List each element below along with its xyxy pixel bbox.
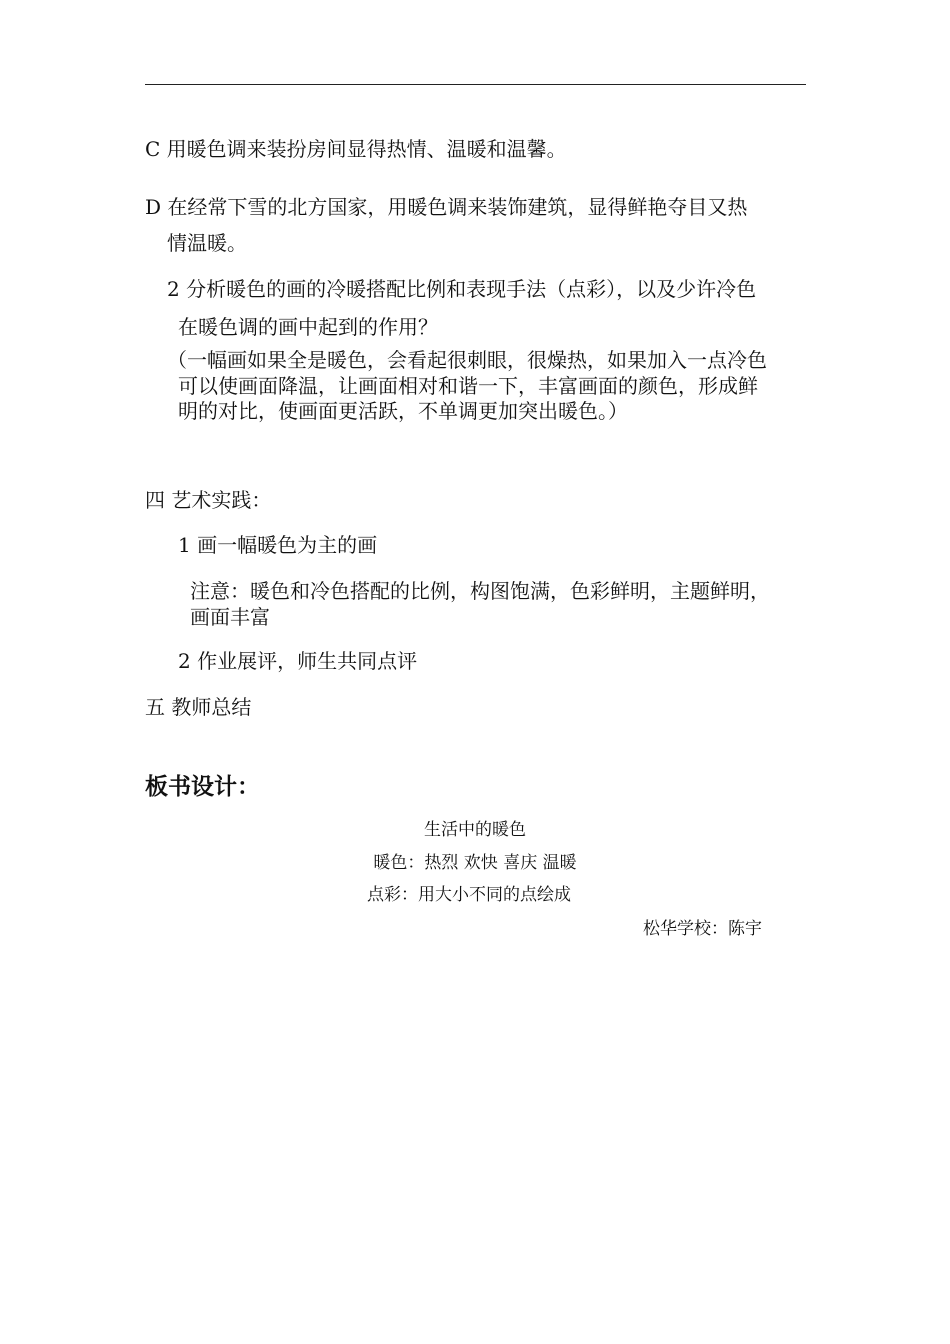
section4-title: 四 艺术实践： (145, 488, 272, 512)
section4-item2: 2 作业展评，师生共同点评 (178, 649, 418, 673)
answer2-line3: 明的对比，使画面更活跃，不单调更加突出暖色。） (178, 399, 628, 423)
option-d-line1: D 在经常下雪的北方国家，用暖色调来装饰建筑，显得鲜艳夺目又热 (145, 195, 748, 219)
board-heading: 板书设计： (145, 774, 260, 800)
question2-line1: 2 分析暖色的画的冷暖搭配比例和表现手法（点彩），以及少许冷色 (167, 277, 757, 301)
section5-title: 五 教师总结 (145, 695, 252, 719)
answer2-line1: （一幅画如果全是暖色，会看起很刺眼，很燥热，如果加入一点冷色 (167, 348, 767, 372)
option-c: C 用暖色调来装扮房间显得热情、温暖和温馨。 (145, 137, 567, 161)
board-title: 生活中的暖色 (424, 820, 526, 840)
header-rule (145, 84, 806, 85)
board-line1: 暖色：热烈 欢快 喜庆 温暖 (373, 853, 577, 873)
answer2-line2: 可以使画面降温，让画面相对和谐一下，丰富画面的颜色，形成鲜 (178, 374, 758, 398)
section4-item1: 1 画一幅暖色为主的画 (178, 533, 378, 557)
section4-note-line1: 注意：暖色和冷色搭配的比例，构图饱满，色彩鲜明，主题鲜明， (190, 579, 770, 603)
signature: 松华学校：陈宇 (643, 919, 762, 939)
board-line2: 点彩：用大小不同的点绘成 (367, 885, 571, 905)
question2-line2: 在暖色调的画中起到的作用？ (178, 315, 438, 339)
option-d-line2: 情温暖。 (167, 231, 247, 255)
section4-note-line2: 画面丰富 (190, 605, 270, 629)
